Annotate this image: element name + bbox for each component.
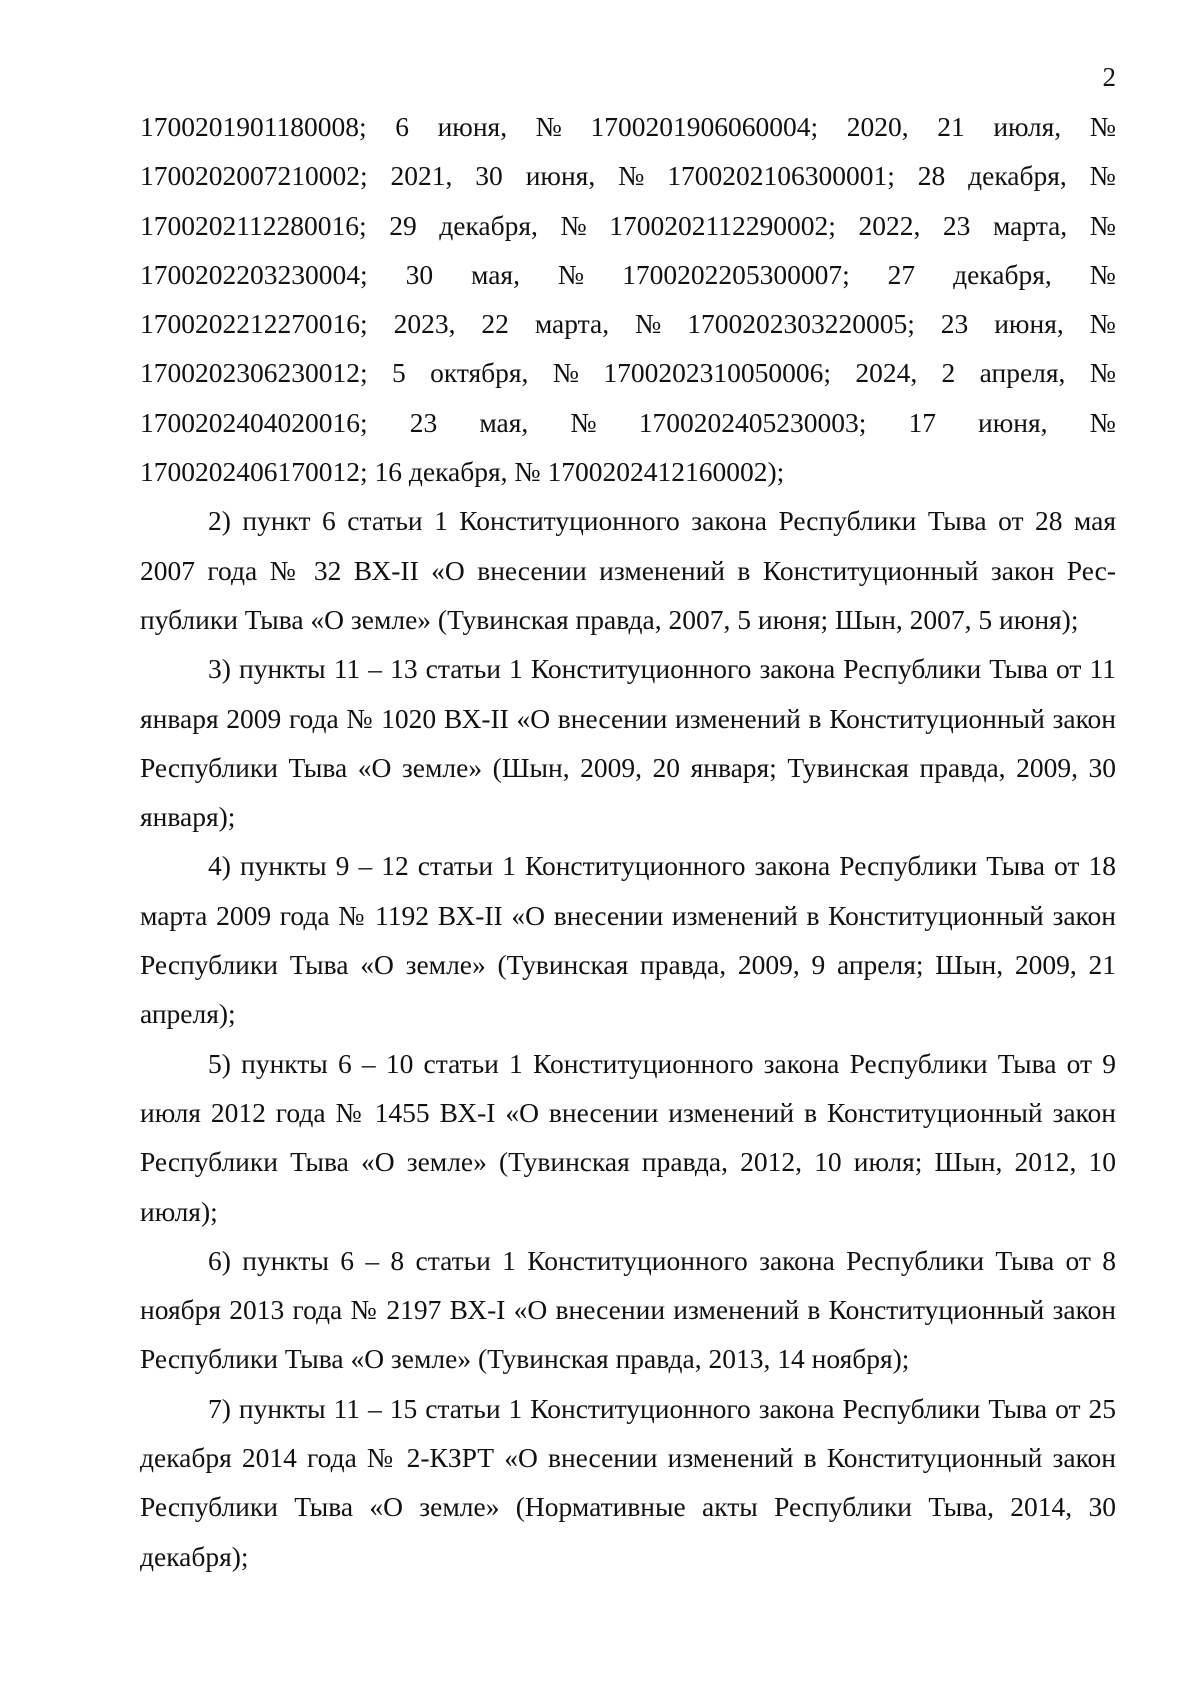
line-word: 1700202007210002; xyxy=(140,160,368,192)
line-word: 1700202112290002; xyxy=(609,209,836,241)
list-item-7: 7) пункты 11 – 15 статьи 1 Конституционного закона Республики Тыва от 25 декабря 2014 года № 2-КЗРТ «О внесении изменений в Конституционный закон Республики Тыва «О земле» (Нормативные акты Республики Тыва, 2014, 30 декабря); xyxy=(140,1392,1116,1572)
line-word: № xyxy=(1089,406,1116,438)
line-word: 1700202310050006; xyxy=(603,357,831,389)
line-word: 30 xyxy=(475,160,503,192)
line-word: июня, xyxy=(525,160,596,192)
line-word: июня, xyxy=(994,308,1064,340)
continued-list-block xyxy=(140,102,1116,496)
line-word: № xyxy=(1089,357,1116,389)
line-word: 23 xyxy=(940,308,969,340)
line-word: № xyxy=(1089,308,1116,340)
line-word: № xyxy=(557,258,585,290)
line-word: июня, xyxy=(978,406,1048,438)
line-word: 2021, xyxy=(390,160,453,192)
line-word: 1700202404020016; xyxy=(140,406,368,438)
line-word: 1700202306230012; xyxy=(140,357,368,389)
line-word: № xyxy=(552,357,579,389)
line-word: апреля, xyxy=(979,357,1066,389)
line-word: июня, xyxy=(437,111,508,142)
line-word: 22 xyxy=(481,308,509,340)
line-word: 6 xyxy=(395,111,409,142)
line-word: № xyxy=(635,308,662,340)
document-body xyxy=(140,102,1116,1581)
line-word: № xyxy=(1089,258,1116,290)
list-item-2: 2) пункт 6 статьи 1 Конституционного закона Республики Тыва от 28 мая 2007 года № 32 ВХ-II «О внесении изменений в Конституционный закон Республики Тыва «О земле» (Тувинская правда, 2007, 5 июня; Шын, 2007, 5 июня); xyxy=(140,505,1116,635)
line-word: 23 xyxy=(409,406,438,438)
line-word: 21 xyxy=(937,111,965,142)
line-word: 1700202303220005; xyxy=(687,308,915,340)
line-word: октября, xyxy=(430,357,529,389)
line-word: мая, xyxy=(479,406,529,438)
continued-last-line: 1700202406170012; 16 декабря, № 1700202412160002); xyxy=(140,456,785,488)
line-word: 1700202205300007; xyxy=(622,258,850,290)
page-number: 2 xyxy=(1102,62,1116,92)
line-word: 2023, xyxy=(393,308,456,340)
continued-line xyxy=(140,201,1116,250)
line-word: 27 xyxy=(887,258,916,290)
line-word: 1700201906060004; xyxy=(590,111,819,142)
continued-line xyxy=(140,151,1116,200)
line-word: № xyxy=(560,209,587,241)
line-word: 5 xyxy=(391,357,406,389)
line-word: марта, xyxy=(534,308,610,340)
line-word: 29 xyxy=(389,209,417,241)
list-item-3: 3) пункты 11 – 13 статьи 1 Конституционного закона Республики Тыва от 11 января 2009 года № 1020 ВХ-II «О внесении изменений в Конституционный закон Республики Тыва «О земле» (Шын, 2009, 20 января; Тувинская правда, 2009, 30 января); xyxy=(140,653,1116,833)
line-word: 30 xyxy=(405,258,434,290)
line-word: № xyxy=(570,406,597,438)
line-word: 2 xyxy=(941,357,956,389)
continued-line xyxy=(140,398,1116,447)
line-word: марта, xyxy=(992,209,1068,241)
line-word: 2024, xyxy=(855,357,918,389)
line-word: 1700201901180008; xyxy=(140,111,367,142)
continued-line xyxy=(140,299,1116,348)
list-item-6: 6) пункты 6 – 8 статьи 1 Конституционного закона Республики Тыва от 8 ноября 2013 года № 2197 ВХ-I «О внесении изменений в Конституционный закон Республики Тыва «О земле» (Тувинская правда, 2013, 14 ноября); xyxy=(140,1244,1116,1375)
line-word: декабря, xyxy=(439,209,538,241)
line-word: 1700202405230003; xyxy=(638,406,867,438)
line-word: 1700202203230004; xyxy=(140,258,368,290)
line-word: 2022, xyxy=(858,209,921,241)
line-word: № xyxy=(618,160,645,192)
continued-line xyxy=(140,102,1116,151)
line-word: № xyxy=(1089,111,1116,142)
list-item-5: 5) пункты 6 – 10 статьи 1 Конституционного закона Республики Тыва от 9 июля 2012 года № 1455 ВХ-I «О внесении изменений в Конституционный закон Республики Тыва «О земле» (Тувинская правда, 2012, 10 июля; Шын, 2012, 10 июля); xyxy=(140,1047,1116,1227)
line-word: июля, xyxy=(993,111,1062,142)
line-word: 2020, xyxy=(846,111,909,142)
line-word: 1700202106300001; xyxy=(667,160,895,192)
line-word: 28 xyxy=(917,160,946,192)
line-word: № xyxy=(535,111,562,142)
line-word: 17 xyxy=(908,406,936,438)
continued-line xyxy=(140,250,1116,299)
list-item-4: 4) пункты 9 – 12 статьи 1 Конституционного закона Республики Тыва от 18 марта 2009 года № 1192 ВХ-II «О внесении изменений в Конституционный закон Республики Тыва «О земле» (Тувинская правда, 2009, 9 апреля; Шын, 2009, 21 апреля); xyxy=(140,850,1116,1030)
line-word: № xyxy=(1089,160,1116,192)
line-word: 1700202112280016; xyxy=(140,209,367,241)
continued-line xyxy=(140,348,1116,397)
line-word: № xyxy=(1089,209,1116,241)
line-word: 1700202212270016; xyxy=(140,308,368,340)
line-word: 23 xyxy=(942,209,971,241)
line-word: декабря, xyxy=(953,258,1052,290)
line-word: декабря, xyxy=(968,160,1067,192)
line-word: мая, xyxy=(471,258,520,290)
